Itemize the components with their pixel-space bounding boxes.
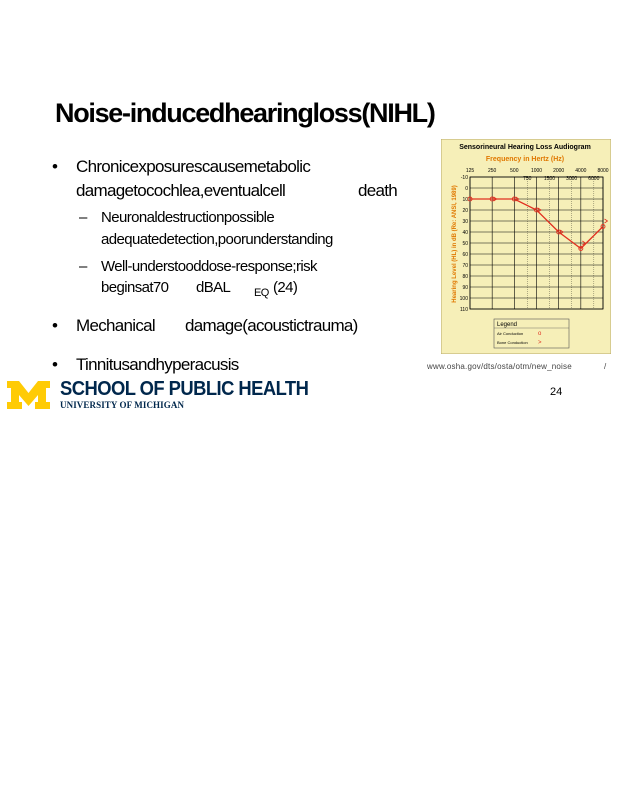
sub-bullet-text-line: Well-understooddose-response;risk (101, 258, 317, 275)
bullet-text-word: Mechanical (76, 316, 155, 335)
y-tick-label: 10 (462, 197, 468, 203)
x-tick-label-minor: 1500 (543, 176, 556, 182)
y-tick-label: 80 (462, 274, 468, 280)
y-axis-title: Hearing Level (HL) in dB (Re: ANSI, 1989) (452, 185, 458, 303)
chart-title: Sensorineural Hearing Loss Audiogram (459, 144, 591, 151)
legend-bone-symbol: > (538, 340, 542, 346)
y-tick-label: 0 (465, 186, 468, 192)
y-tick-label: -10 (460, 175, 468, 181)
legend-air-label: Air Conduction (497, 331, 524, 336)
bullet-text-line: Chronicexposurescausemetabolic (76, 157, 311, 176)
bullet-text-word: death (358, 181, 398, 200)
legend (494, 319, 569, 348)
y-tick-label: 70 (462, 263, 468, 269)
bullet-marker: • (52, 316, 58, 335)
bullet-text-word: damage(acoustictrauma) (185, 316, 358, 335)
citation: (24) (273, 279, 298, 296)
eq-subscript: EQ (254, 287, 269, 299)
bullet-text-line: damagetocochlea,eventualcell (76, 181, 286, 200)
university-name: UNIVERSITY OF MICHIGAN (60, 400, 185, 410)
sub-bullet-text-line: adequatedetection,poorunderstanding (101, 231, 333, 248)
page-number: 24 (550, 386, 563, 398)
bullet-marker: • (52, 157, 58, 176)
legend-air-symbol: o (538, 331, 542, 337)
x-tick-label-minor: 6000 (588, 176, 600, 182)
source-url[interactable]: www.osha.gov/dts/osta/otm/new_noise (427, 362, 572, 371)
y-tick-label: 30 (462, 219, 468, 225)
dash-marker: – (79, 258, 87, 275)
x-tick-label: 1000 (530, 168, 543, 174)
x-axis-title: Frequency in Hertz (Hz) (485, 156, 565, 163)
legend-title: Legend (497, 322, 518, 328)
dash-marker: – (79, 209, 87, 226)
sub-bullet-text-word: beginsat70 (101, 279, 169, 296)
bullet-text-line: Tinnitusandhyperacusis (76, 355, 239, 374)
university-m-logo (7, 381, 50, 409)
school-name: SCHOOL OF PUBLIC HEALTH (60, 378, 309, 400)
x-tick-label: 250 (487, 168, 497, 174)
y-tick-label: 90 (462, 285, 468, 291)
x-tick-label: 8000 (597, 168, 609, 174)
x-tick-label: 125 (465, 168, 475, 174)
y-tick-label: 20 (462, 208, 468, 214)
x-tick-label: 500 (510, 168, 519, 174)
slide-title: Noise-inducedhearingloss(NIHL) (55, 98, 435, 128)
y-tick-label: 110 (460, 307, 468, 313)
x-tick-label: 2000 (553, 168, 565, 174)
y-tick-label: 100 (459, 296, 468, 302)
x-tick-label-minor: 750 (523, 176, 532, 182)
sub-bullet-text-line: Neuronaldestructionpossible (101, 209, 275, 226)
audiogram-chart (441, 139, 611, 354)
y-tick-label: 40 (462, 230, 468, 236)
x-tick-label-minor: 3000 (566, 176, 578, 182)
source-url-suffix: / (604, 362, 607, 371)
legend-bone-label: Bone Conduction (497, 340, 528, 345)
y-tick-label: 50 (462, 241, 468, 247)
y-tick-label: 60 (462, 252, 468, 258)
sub-bullet-text-word: dBAL (196, 279, 231, 296)
x-tick-label: 4000 (575, 168, 587, 174)
bullet-marker: • (52, 355, 58, 374)
